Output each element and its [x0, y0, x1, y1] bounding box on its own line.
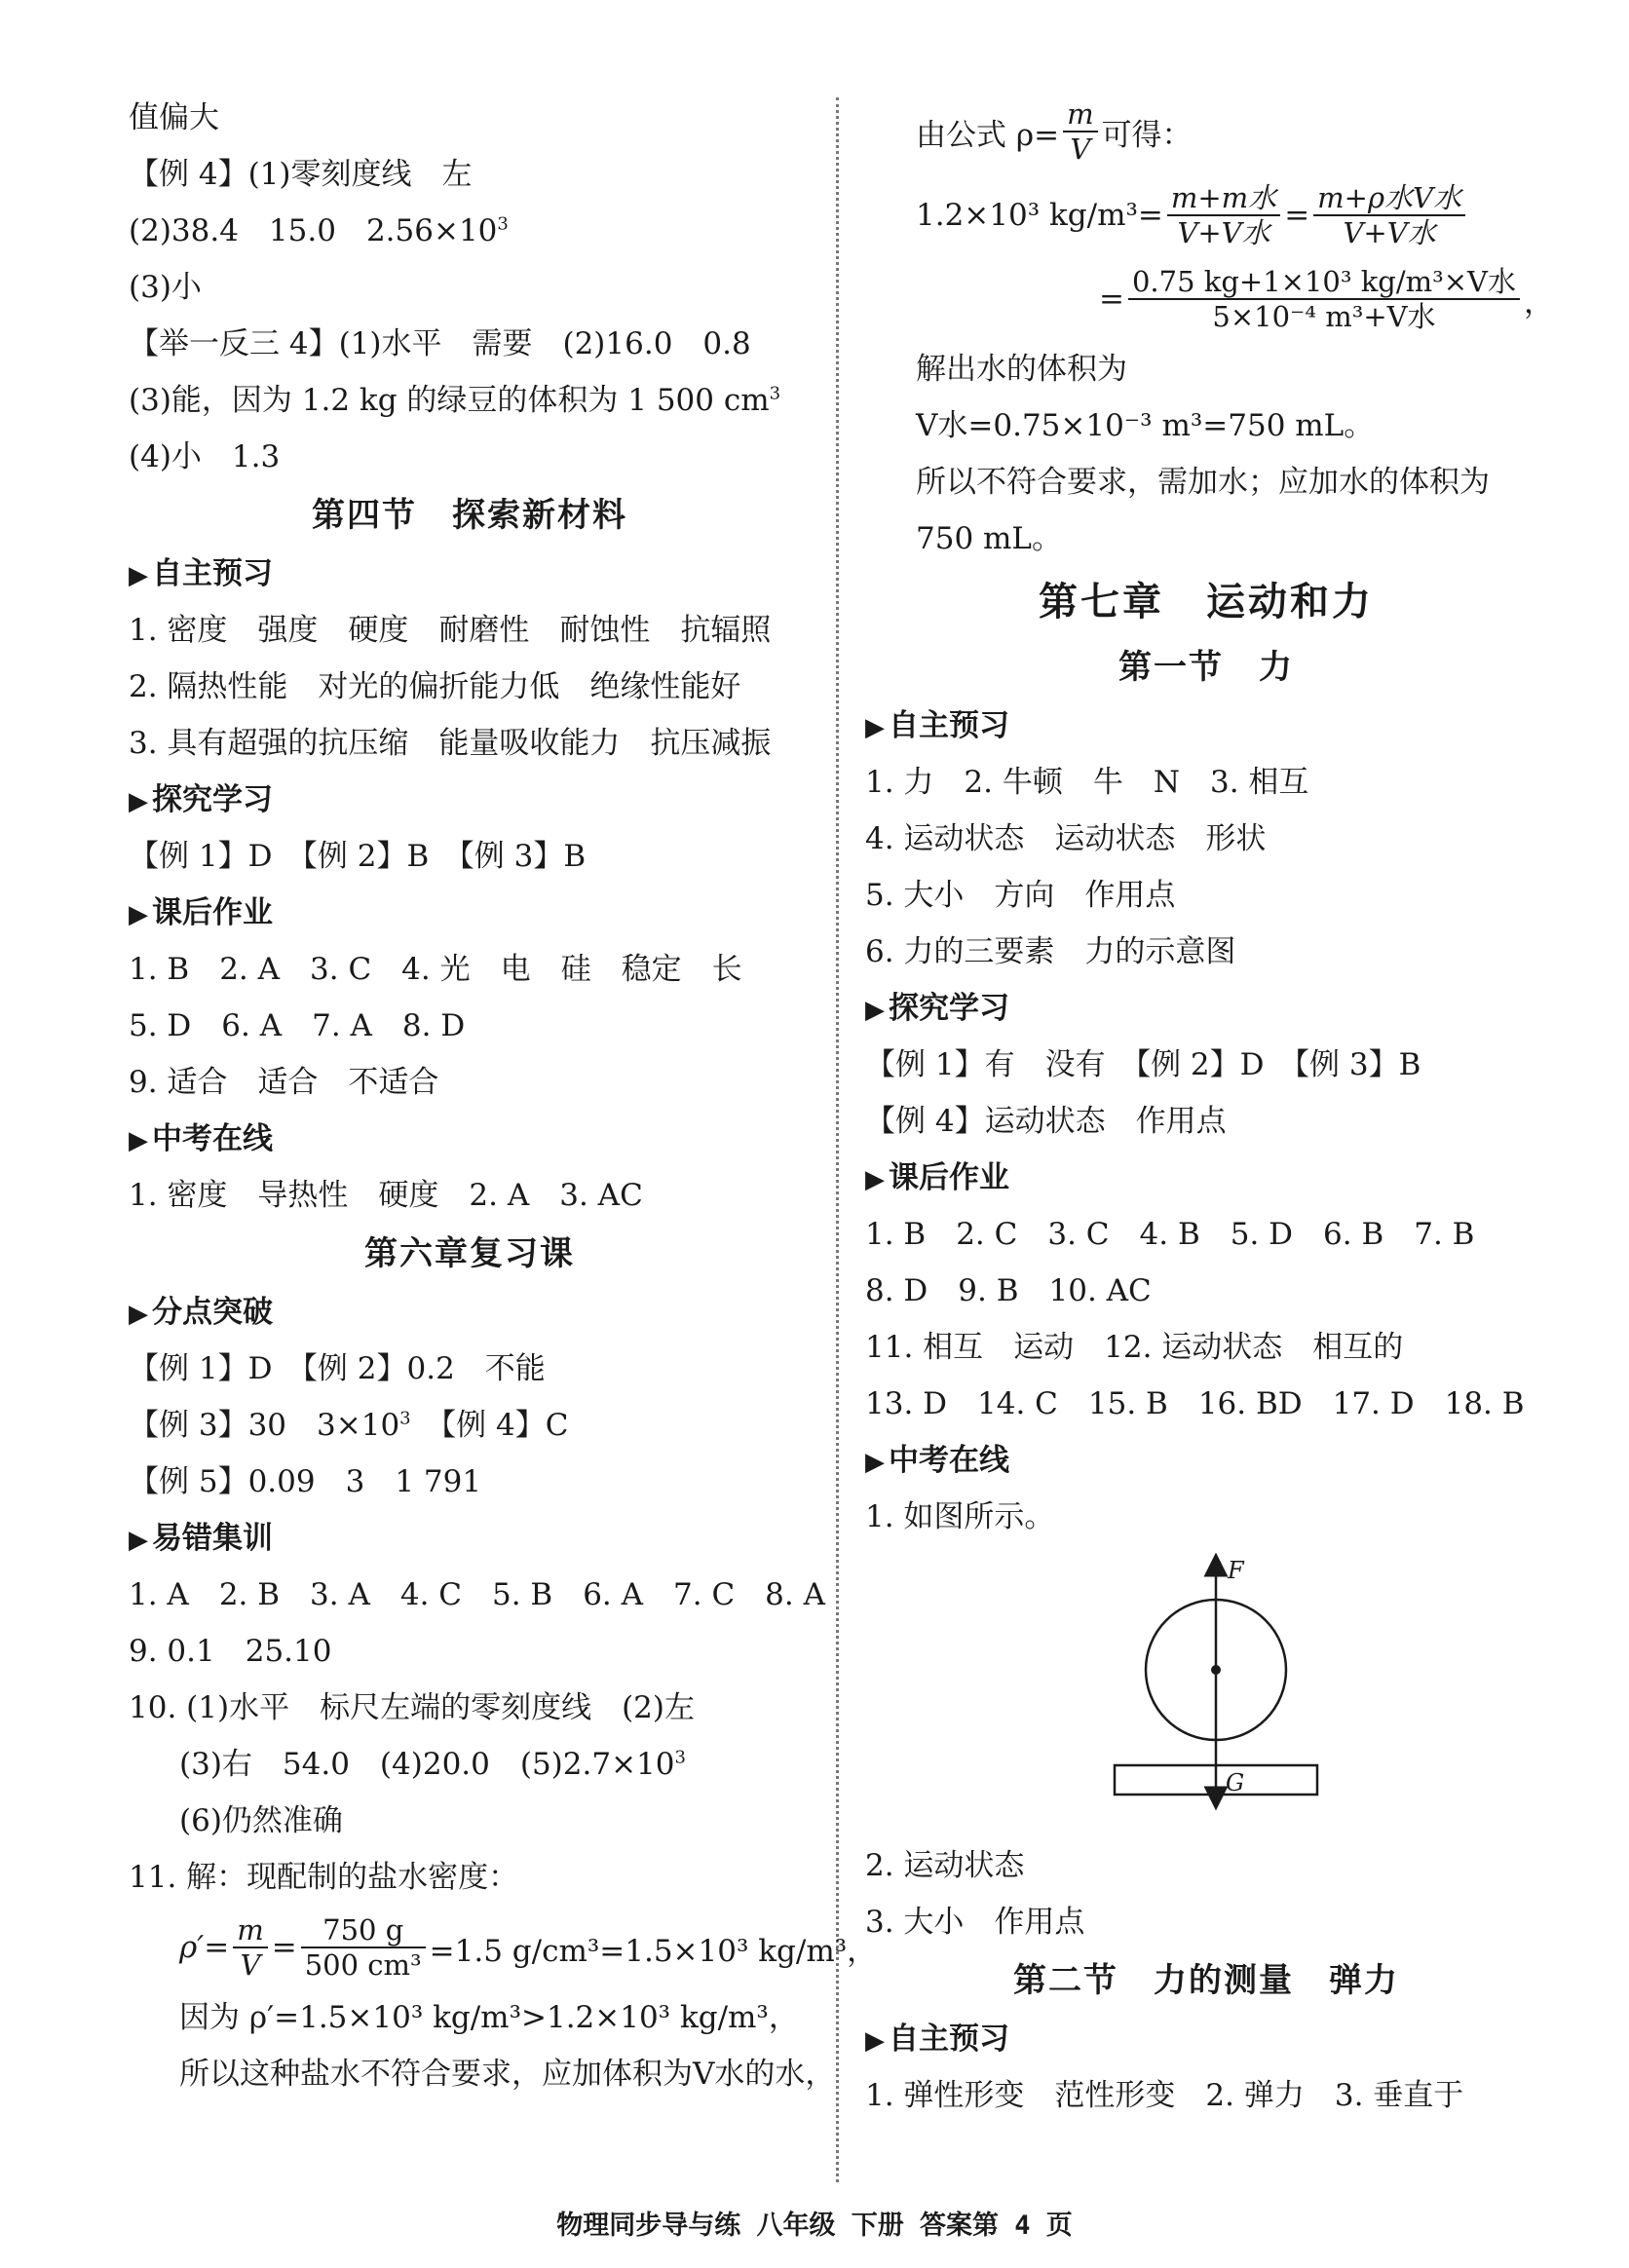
text-line: 【例 1】D 【例 2】B 【例 3】B — [129, 839, 587, 874]
text-line: (3)右 54.0 (4)20.0 $(5)2.7\times 10^3$ — [179, 1747, 686, 1782]
subsection-heading: ▶ 分点突破 — [129, 1295, 273, 1330]
fraction: $\frac{m}{V}$ — [233, 1913, 268, 1982]
subsection-heading: ▶ 自主预习 — [129, 556, 273, 591]
label-f: F — [1228, 1557, 1244, 1584]
triangle-icon: ▶ — [865, 996, 885, 1025]
fraction: $\frac{750 g}{\text{500 cm³}}$ — [301, 1913, 426, 1982]
text-line: 9. 0.1 25.10 — [129, 1634, 332, 1669]
text-line: 【例 1】D 【例 2】0.2 不能 — [129, 1351, 546, 1386]
formula-line: 由公式 ρ= $\frac{m}{V}$ 可得： — [916, 97, 1193, 166]
page-footer: 物理同步导与练 八年级 下册 答案第 4 页 — [556, 2211, 1073, 2241]
text-line: 5. 大小 方向 作用点 — [865, 878, 1176, 913]
section-title: 第四节 探索新材料 — [312, 496, 627, 535]
formula-line: = $\frac{\text{0.75 kg+1×10³ kg/m³×V水}}{\text{5×10⁻⁴ m³+V水}}$ ， — [1099, 265, 1554, 333]
text-line: 1. 弹性形变 范性形变 2. 弹力 3. 垂直于 — [865, 2078, 1464, 2113]
text-line: 1. B 2. A 3. C 4. 光 电 硅 稳定 长 — [129, 952, 742, 987]
subsection-heading: ▶ 自主预习 — [865, 2022, 1009, 2057]
text-line: 3. 具有超强的抗压缩 能量吸收能力 抗压减振 — [129, 726, 772, 761]
text-line: (3)小 — [129, 270, 202, 305]
chapter-title: 第七章 运动和力 — [1039, 580, 1374, 624]
text-line: 所以不符合要求，需加水；应加水的体积为 — [916, 465, 1490, 500]
subsection-heading: ▶ 探究学习 — [865, 991, 1009, 1026]
force-diagram-svg — [1099, 1553, 1333, 1835]
force-diagram — [865, 1545, 1547, 1837]
subsection-heading: ▶ 课后作业 — [865, 1160, 1009, 1195]
label-g: G — [1226, 1769, 1245, 1796]
column-divider — [836, 97, 839, 2182]
text-line: (3)能，因为 1.2 kg 的绿豆的体积为 1 500 $cm^3$ — [129, 383, 781, 418]
text-line: 1. 密度 强度 硬度 耐磨性 耐蚀性 抗辐照 — [129, 613, 772, 648]
subsection-heading: ▶ 易错集训 — [129, 1521, 273, 1556]
text-line: (2)38.4 15.0 $2.56\times 10^3$ — [129, 213, 509, 248]
text-line: (4)小 1.3 — [129, 439, 281, 474]
text-line: 【例 3】30 $3\times 10^3$ 【例 4】C — [129, 1408, 569, 1443]
subsection-heading: ▶ 探究学习 — [129, 782, 273, 817]
triangle-icon: ▶ — [129, 787, 148, 816]
triangle-icon: ▶ — [129, 900, 148, 929]
text-line: 解出水的体积为 — [916, 352, 1127, 387]
triangle-icon: ▶ — [865, 2026, 885, 2056]
text-line: 【例 4】(1)零刻度线 左 — [129, 157, 473, 192]
text-line: 【举一反三 4】(1)水平 需要 (2)16.0 0.8 — [129, 326, 751, 361]
triangle-icon: ▶ — [129, 561, 148, 590]
triangle-icon: ▶ — [129, 1126, 148, 1155]
text-line: 1. 如图所示。 — [865, 1499, 1055, 1534]
fraction: $\frac{\text{0.75 kg+1×10³ kg/m³×V水}}{\text{5×10⁻⁴ m³+V水}}$ — [1128, 265, 1520, 333]
text-line: 值偏大 — [129, 100, 219, 135]
triangle-icon: ▶ — [129, 1526, 148, 1555]
text-line: 1. 力 2. 牛顿 牛 N 3. 相互 — [865, 765, 1309, 800]
subsection-heading: ▶ 课后作业 — [129, 895, 273, 930]
left-column — [129, 90, 878, 2102]
text-line: 10. (1)水平 标尺左端的零刻度线 (2)左 — [129, 1690, 695, 1725]
text-line: 11. 相互 运动 12. 运动状态 相互的 — [865, 1330, 1404, 1365]
formula-line: 1.2×10³ kg/m³= $\frac{\text{m+m水}}{\text{V+V水}}$ = $\frac{\text{m+ρ水V水}}{\text{V+V水}}$ — [865, 173, 1547, 257]
text-line: 1. A 2. B 3. A 4. C 5. B 6. A 7. C 8. A — [129, 1577, 825, 1612]
fraction: $\frac{\text{m+ρ水V水}}{\text{V+V水}}$ — [1313, 181, 1465, 249]
text-line: 2. 隔热性能 对光的偏折能力低 绝缘性能好 — [129, 669, 741, 704]
subsection-heading: ▶ 中考在线 — [865, 1443, 1009, 1478]
triangle-icon: ▶ — [865, 1448, 885, 1477]
text-line: 750 mL。 — [916, 521, 1063, 556]
text-line: V水=0.75×10⁻³ m³=750 mL。 — [916, 408, 1375, 443]
text-line: 1. 密度 导热性 硬度 2. A 3. AC — [129, 1178, 643, 1213]
fraction: $\frac{m}{V}$ — [1063, 97, 1098, 166]
triangle-icon: ▶ — [129, 1300, 148, 1329]
text-line: 【例 1】有 没有 【例 2】D 【例 3】B — [865, 1047, 1421, 1082]
text-line: 3. 大小 作用点 — [865, 1905, 1085, 1940]
subsection-heading: ▶ 中考在线 — [129, 1121, 273, 1156]
text-line: 4. 运动状态 运动状态 形状 — [865, 821, 1267, 856]
right-column — [865, 90, 1554, 2124]
text-line: 2. 运动状态 — [865, 1848, 1025, 1883]
text-line: 9. 适合 适合 不适合 — [129, 1065, 439, 1100]
triangle-icon: ▶ — [865, 1165, 885, 1194]
text-line: 因为 ρ′=1.5×10³ kg/m³>1.2×10³ kg/m³， — [179, 2000, 799, 2035]
section-title: 第一节 力 — [1118, 648, 1294, 687]
text-line: 【例 4】运动状态 作用点 — [865, 1104, 1227, 1139]
formula-line: ρ′= $\frac{m}{V}$ = $\frac{750 g}{\text{500 cm³}}$ =1.5 g/cm³=1.5×10³ kg/m³， — [179, 1913, 878, 1982]
text-line: 所以这种盐水不符合要求，应加体积为V水的水， — [179, 2057, 836, 2092]
text-line: 5. D 6. A 7. A 8. D — [129, 1008, 466, 1043]
text-line: 8. D 9. B 10. AC — [865, 1273, 1152, 1308]
text-line: 13. D 14. C 15. B 16. BD 17. D 18. B — [865, 1386, 1525, 1421]
section-title: 第六章复习课 — [364, 1234, 575, 1273]
text-line: (6)仍然准确 — [179, 1803, 343, 1838]
section-title: 第二节 力的测量 弹力 — [1013, 1961, 1399, 2000]
text-line: 【例 5】0.09 3 1 791 — [129, 1464, 482, 1499]
text-line: 11. 解：现配制的盐水密度： — [129, 1860, 519, 1895]
fraction: $\frac{\text{m+m水}}{\text{V+V水}}$ — [1167, 181, 1280, 249]
triangle-icon: ▶ — [865, 713, 885, 742]
subsection-heading: ▶ 自主预习 — [865, 708, 1009, 743]
text-line: 6. 力的三要素 力的示意图 — [865, 934, 1236, 969]
text-line: 1. B 2. C 3. C 4. B 5. D 6. B 7. B — [865, 1217, 1475, 1252]
